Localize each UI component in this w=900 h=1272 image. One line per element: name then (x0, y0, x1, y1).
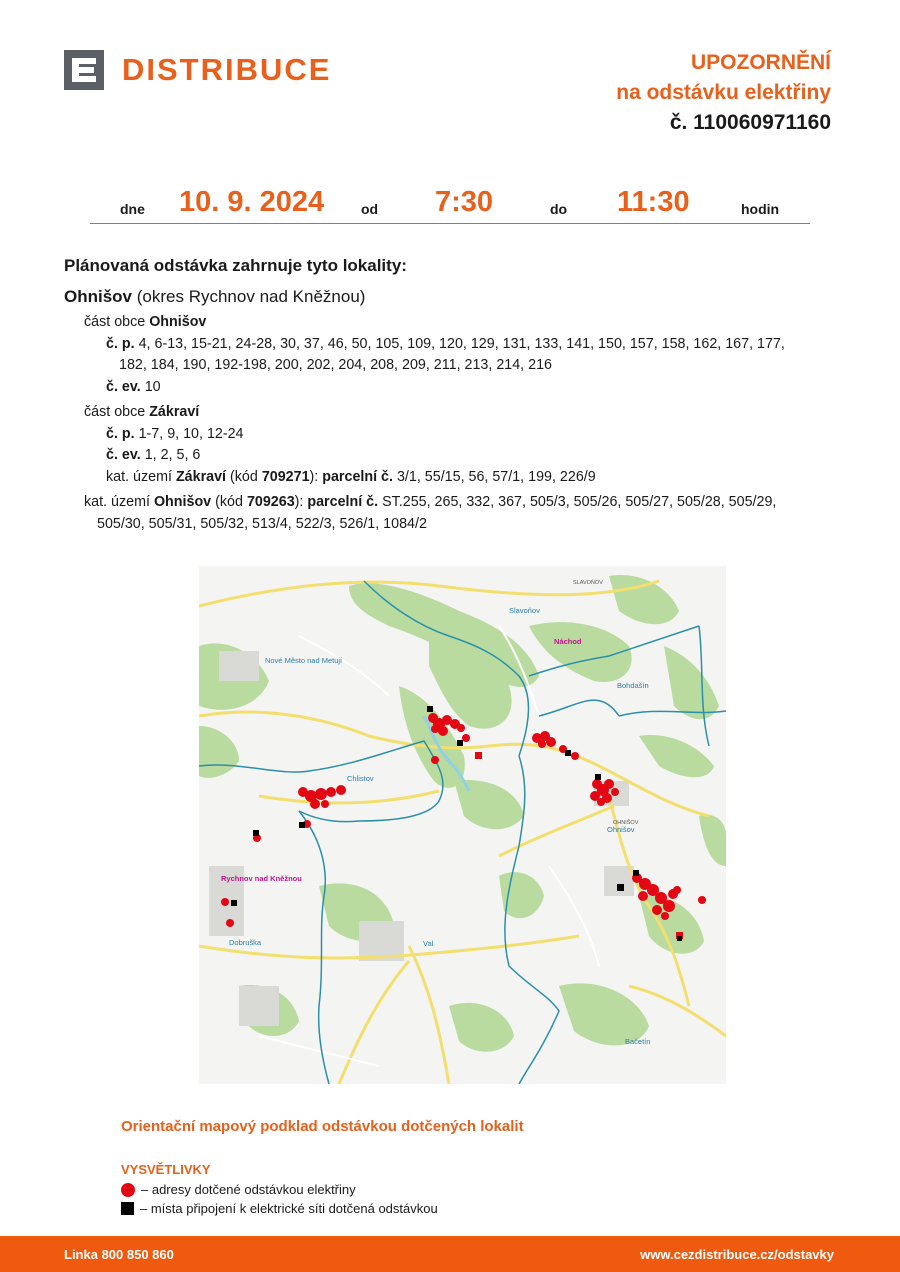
outage-date: 10. 9. 2024 (179, 186, 325, 218)
label-nove-mesto: Nové Město nad Metují (265, 656, 343, 665)
cadastre-parcels (0, 467, 900, 489)
municipality-name: Ohnišov (64, 287, 133, 306)
cp-label: č. p. (106, 335, 135, 352)
red-dot-icon (121, 1183, 135, 1197)
from-label: od (361, 201, 379, 217)
to-time: 11:30 (617, 186, 690, 218)
brand-name: DISTRIBUCE (122, 52, 332, 87)
ce-values: 10 (144, 378, 161, 395)
notice-subtitle: na odstávku elektřiny (616, 81, 831, 104)
brand-logo (64, 50, 331, 90)
kat-code: 709263 (246, 494, 295, 510)
kat-code-suffix: ): (309, 468, 319, 485)
intro-heading: Plánovaná odstávka zahrnuje tyto lokality: (64, 256, 407, 275)
legend-item-connection (121, 1201, 438, 1216)
ce-values: 1, 2, 5, 6 (144, 447, 201, 463)
house-numbers (0, 424, 900, 446)
notice-number: č. 110060971160 (669, 111, 831, 134)
label-val: Val (423, 939, 434, 948)
label-slavonov: Slavoňov (509, 606, 540, 615)
map-caption: Orientační mapový podklad odstávkou dotčených lokalit (121, 1118, 524, 1135)
to-label: do (550, 201, 568, 217)
day-label: dne (120, 201, 145, 217)
parcel-values: ST.255, 265, 332, 367, 505/3, 505/26, 505/27, 505/28, 505/29, (382, 494, 777, 510)
parcel-label: parcelní č. (307, 494, 379, 510)
kat-name: Zákraví (175, 468, 227, 485)
part-label: část obce (84, 404, 146, 420)
schedule-line (90, 180, 810, 224)
from-time: 7:30 (435, 186, 494, 218)
label-ohnisov-small: OHNIŠOV (613, 820, 639, 826)
cadastre-ohnisov (0, 492, 900, 514)
legend-title: VYSVĚTLIVKY (121, 1162, 211, 1177)
kat-code-prefix: (kód (230, 468, 258, 485)
kat-name: Ohnišov (153, 494, 212, 510)
hotline: Linka 800 850 860 (64, 1247, 174, 1262)
municipality (64, 287, 365, 307)
ce-label: č. ev. (106, 447, 141, 463)
label-chlistov: Chlistov (347, 774, 374, 783)
part-heading (0, 402, 900, 424)
municipality-district: (okres Rychnov nad Kněžnou) (136, 287, 366, 306)
label-dobruska: Dobruška (229, 938, 262, 947)
cp-values: 4, 6-13, 15-21, 24-28, 30, 37, 46, 50, 105, 109, 120, 129, 131, 133, 141, 150, 157, 158, 162, 167, 177, (138, 335, 785, 352)
website-link[interactable]: www.cezdistribuce.cz/odstavky (640, 1247, 834, 1262)
legend-text: – adresy dotčené odstávkou elektřiny (141, 1182, 356, 1197)
label-slavonov-small: SLAVOŇOV (573, 580, 603, 586)
parcel-values-cont: 505/30, 505/31, 505/32, 513/4, 522/3, 526/1, 1084/2 (97, 515, 427, 532)
outage-map (199, 566, 726, 1084)
footer-bar (0, 1236, 900, 1272)
part-heading (0, 312, 900, 334)
house-numbers (0, 334, 900, 356)
unit-label: hodin (741, 201, 780, 217)
cez-logo-icon (64, 50, 104, 90)
label-nachod: Náchod (554, 637, 582, 646)
black-square-icon (121, 1202, 134, 1215)
kat-code-prefix: (kód (215, 494, 243, 510)
ce-label: č. ev. (106, 378, 141, 395)
part-name: Ohnišov (149, 314, 207, 330)
label-bacetin: Bačetín (625, 1037, 651, 1046)
parcel-label: parcelní č. (322, 468, 393, 485)
kat-prefix: kat. území (106, 468, 172, 485)
cp-values: 1-7, 9, 10, 12-24 (138, 425, 244, 442)
parcel-values: 3/1, 55/15, 56, 57/1, 199, 226/9 (396, 468, 596, 485)
kat-code-suffix: ): (294, 494, 304, 510)
kat-prefix: kat. území (84, 494, 150, 510)
notice-header (616, 48, 831, 138)
label-rychnov: Rychnov nad Kněžnou (221, 874, 302, 883)
house-numbers-cont: 182, 184, 190, 192-198, 200, 202, 204, 208, 209, 211, 213, 214, 216 (119, 357, 552, 373)
legend-text: – místa připojení k elektrické síti dotčená odstávkou (140, 1201, 438, 1216)
evidence-numbers (0, 445, 900, 467)
part-name: Zákraví (149, 404, 200, 420)
notice-title: UPOZORNĚNÍ (690, 51, 831, 74)
part-label: část obce (84, 314, 146, 330)
kat-code: 709271 (261, 468, 310, 485)
affected-list (0, 312, 900, 535)
cp-label: č. p. (106, 425, 135, 442)
label-ohnisov: Ohnišov (607, 825, 635, 834)
evidence-numbers (0, 377, 900, 399)
legend-item-address (121, 1182, 356, 1197)
label-bohdasin: Bohdašín (617, 681, 649, 690)
